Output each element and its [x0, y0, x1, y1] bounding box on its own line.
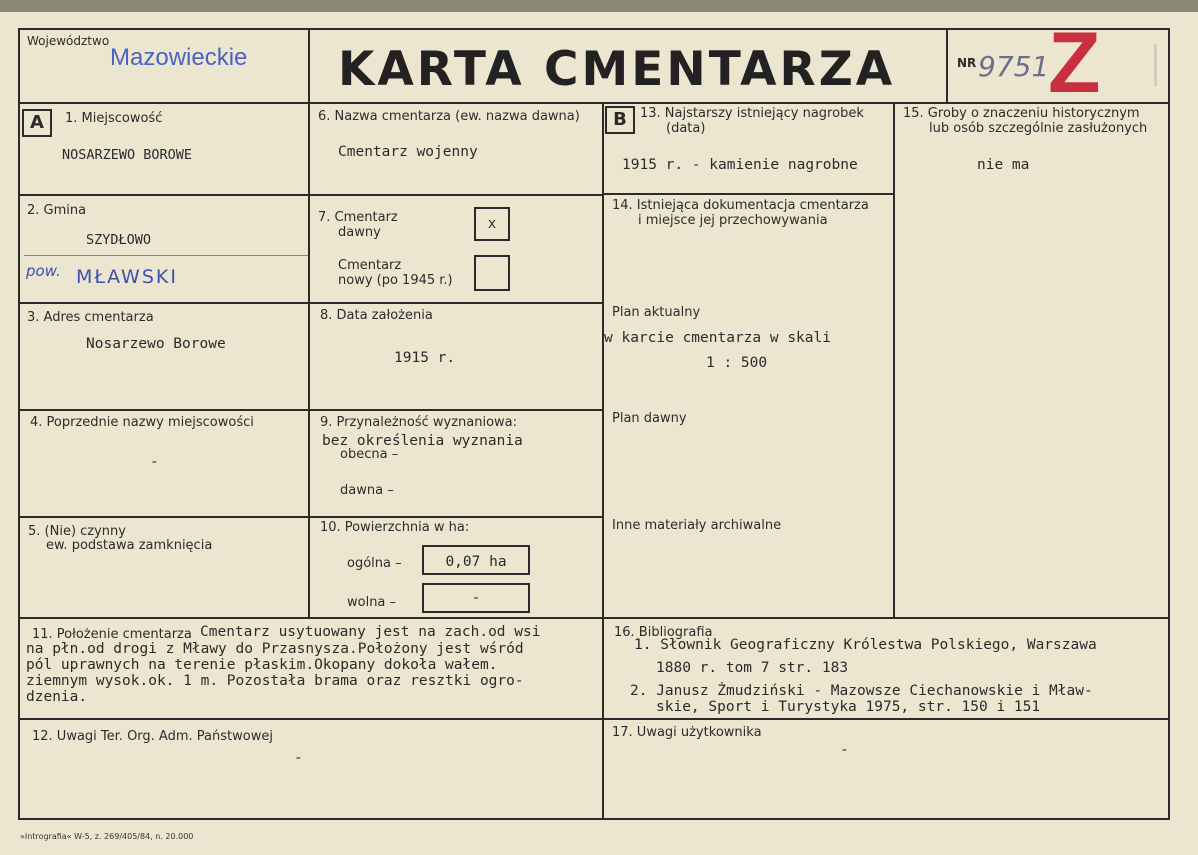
row-divider-1 — [18, 194, 308, 196]
f10-ogolna-label: ogólna – — [347, 556, 402, 571]
plan-aktualny-value1: w karcie cmentarza w skali — [604, 330, 831, 346]
f2-value: SZYDŁOWO — [86, 232, 152, 248]
row-divider-12 — [18, 718, 1170, 720]
f8-label: 8. Data założenia — [320, 308, 433, 323]
f15-label-line1: 15. Groby o znaczeniu historycznym — [903, 106, 1140, 121]
f12-value: - — [294, 750, 303, 766]
f4-value: - — [150, 454, 159, 470]
page-title: KARTA CMENTARZA — [338, 42, 896, 97]
f5-label-line2: ew. podstawa zamknięcia — [46, 538, 213, 553]
f13-label-line1: 13. Najstarszy istniejący nagrobek — [640, 106, 864, 121]
f3-label: 3. Adres cmentarza — [27, 310, 154, 325]
f9-obecna-label: obecna – — [340, 447, 399, 462]
f9-dawna-label: dawna – — [340, 483, 394, 498]
nr-divider — [946, 28, 948, 104]
f1-value: NOSARZEWO BOROWE — [62, 147, 193, 163]
f15-value: nie ma — [977, 157, 1030, 173]
row-divider-2 — [18, 302, 308, 304]
f7-dawny-label: dawny — [338, 225, 381, 240]
section-a-marker: A — [22, 109, 52, 137]
b-divider-1 — [602, 193, 893, 195]
row-divider-4 — [18, 516, 308, 518]
gmina-underline — [24, 255, 308, 256]
nr-value: 9751 — [978, 50, 1050, 83]
nowy-checkbox[interactable] — [474, 255, 510, 291]
top-binding-strip — [0, 0, 1198, 12]
frame-left — [18, 28, 20, 820]
section-b-marker: B — [605, 106, 635, 134]
frame-top — [18, 28, 1170, 30]
f9-label: 9. Przynależność wyznaniowa: — [320, 415, 518, 430]
mid-divider-2 — [308, 302, 602, 304]
pow-prefix: pow. — [26, 262, 61, 280]
pow-value: MŁAWSKI — [76, 266, 178, 288]
nr-label: NR — [957, 56, 977, 70]
mid-divider-4 — [308, 516, 602, 518]
edge-mark — [1154, 44, 1157, 86]
f4-label: 4. Poprzednie nazwy miejscowości — [30, 415, 254, 430]
f2-label: 2. Gmina — [27, 203, 87, 218]
f10-wolna-label: wolna – — [347, 595, 397, 610]
f6-label: 6. Nazwa cmentarza (ew. nazwa dawna) — [318, 109, 580, 124]
f14-label-line1: 14. Istniejąca dokumentacja cmentarza — [612, 198, 869, 213]
bib-item2-line2: skie, Sport i Turystyka 1975, str. 150 i 151 — [656, 699, 1041, 715]
row-divider-3 — [18, 409, 308, 411]
plan-dawny-label: Plan dawny — [612, 411, 687, 426]
f1-label: 1. Miejscowość — [65, 111, 163, 126]
wojewodztwo-value: Mazowieckie — [110, 44, 248, 71]
f9-value: bez określenia wyznania — [322, 433, 523, 449]
f15-label-line2: lub osób szczególnie zasłużonych — [929, 121, 1148, 136]
f6-value: Cmentarz wojenny — [338, 144, 478, 160]
mid-divider-1 — [308, 194, 602, 196]
f13-value: 1915 r. - kamienie nagrobne — [622, 157, 858, 173]
f10-ogolna-value: 0,07 ha — [422, 545, 530, 575]
f7-nowy-label2: nowy (po 1945 r.) — [338, 273, 453, 288]
header-divider — [18, 102, 1170, 104]
f10-wolna-value: - — [422, 583, 530, 613]
f7-nowy-label1: Cmentarz — [338, 258, 402, 273]
bib-item1-line2: 1880 r. tom 7 str. 183 — [656, 660, 849, 676]
print-footer: »Intrografia« W-5, z. 269/405/84, n. 20.000 — [20, 832, 194, 841]
f14-label-line2: i miejsce jej przechowywania — [638, 213, 828, 228]
frame-right — [1168, 28, 1170, 820]
f8-value: 1915 r. — [394, 350, 456, 366]
frame-bottom — [18, 818, 1170, 820]
dawny-checkbox[interactable]: x — [474, 207, 510, 241]
f11-text: na płn.od drogi z Mławy do Przasnysza.Położony jest wśród pól uprawnych na terenie płaskim.Okopany dokoła wałem. ziemnym wysok.ok. 1 m. Pozostała brama oraz resztki ogro- dzenia. — [26, 641, 524, 705]
bib-item2-line1: 2. Janusz Żmudziński - Mazowsze Ciechanowskie i Mław- — [630, 683, 1093, 699]
col-divider-3 — [893, 102, 895, 618]
f10-label: 10. Powierzchnia w ha: — [320, 520, 470, 535]
col-divider-2 — [602, 102, 604, 818]
bib-item1-line1: 1. Słownik Geograficzny Królestwa Polskiego, Warszawa — [634, 637, 1097, 653]
f11-first-line: Cmentarz usytuowany jest na zach.od wsi — [200, 624, 541, 640]
plan-aktualny-label: Plan aktualny — [612, 305, 701, 320]
f17-value: - — [840, 742, 849, 758]
f17-label: 17. Uwagi użytkownika — [612, 725, 762, 740]
row-divider-11 — [18, 617, 1170, 619]
wojewodztwo-label: Województwo — [27, 34, 110, 48]
f5-label-line1: 5. (Nie) czynny — [28, 524, 126, 539]
f11-label: 11. Położenie cmentarza — [32, 627, 192, 642]
f16-label: 16. Bibliografia — [614, 625, 713, 640]
z-stamp: Z — [1048, 15, 1101, 111]
plan-aktualny-value2: 1 : 500 — [706, 355, 768, 371]
f13-label-line2: (data) — [666, 121, 706, 136]
f3-value: Nosarzewo Borowe — [86, 336, 226, 352]
f7-label: 7. Cmentarz — [318, 210, 398, 225]
f12-label: 12. Uwagi Ter. Org. Adm. Państwowej — [32, 729, 273, 744]
mid-divider-3 — [308, 409, 602, 411]
col-divider-1 — [308, 28, 310, 618]
inne-materialy-label: Inne materiały archiwalne — [612, 518, 782, 533]
